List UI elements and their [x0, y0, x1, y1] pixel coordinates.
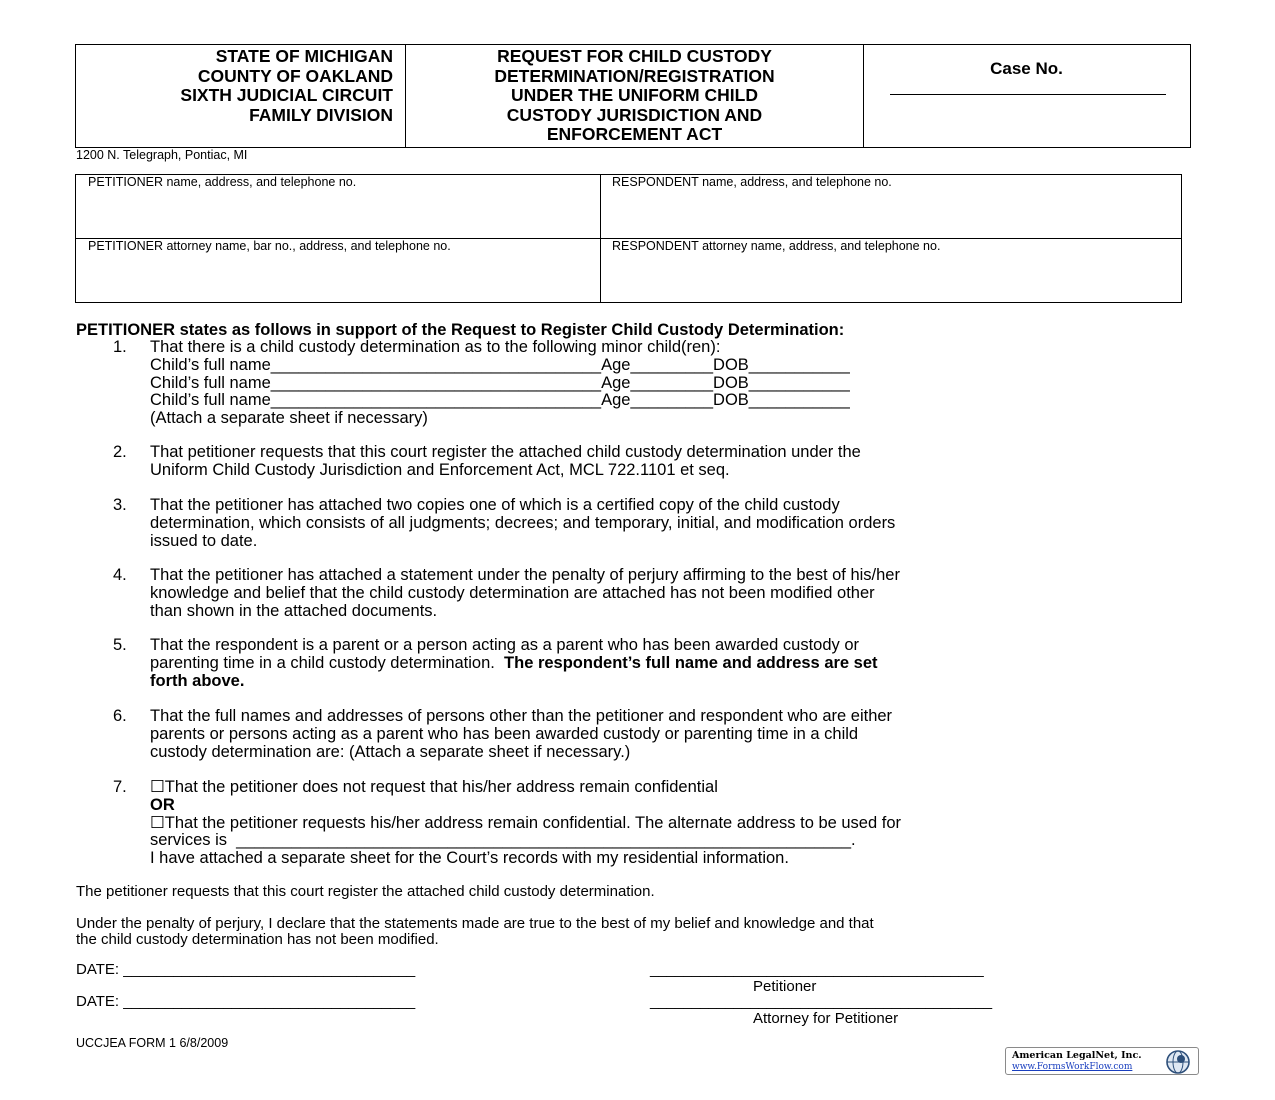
child-row-2[interactable]: Child’s full name____________________________________Age_________DOB___________ [150, 373, 850, 392]
respondent-field[interactable] [601, 175, 1181, 238]
court-state: STATE OF MICHIGAN [215, 46, 393, 66]
child-row-3[interactable]: Child’s full name____________________________________Age_________DOB___________ [150, 391, 850, 410]
title-line: DETERMINATION/REGISTRATION [494, 65, 775, 86]
item-number: 7. [113, 778, 127, 796]
item-5-bold-text: The respondent’s full name and address are set [504, 653, 878, 672]
item-6-line: custody determination are: (Attach a separate sheet if necessary.) [150, 742, 631, 761]
petitioner-signature-field[interactable]: ________________________________________ [650, 961, 984, 978]
item-number: 3. [113, 496, 127, 514]
logo-website-link[interactable]: www.FormsWorkFlow.com [1012, 1062, 1133, 1072]
item-5-bold-text: forth above. [150, 671, 245, 690]
item-7 [150, 779, 901, 868]
option-confidential-label: That the petitioner requests his/her address remain confidential. The alternate address to be used for [164, 813, 902, 832]
intro-statement: PETITIONER states as follows in support of the Request to Register Child Custody Determination: [76, 321, 845, 339]
form-title [406, 45, 864, 147]
case-number-field[interactable] [890, 94, 1166, 95]
petitioner-label: PETITIONER name, address, and telephone no. [88, 175, 357, 189]
item-number: 5. [113, 636, 127, 654]
petitioner-field[interactable] [76, 175, 600, 238]
item-5-line [150, 655, 878, 673]
title-line: ENFORCEMENT ACT [546, 124, 723, 145]
logo-company-name: American LegalNet, Inc. [1012, 1050, 1142, 1061]
item-5-line: That the respondent is a parent or a person acting as a parent who has been awarded custody or [150, 636, 860, 654]
item-number: 2. [113, 443, 127, 461]
item-1-text: That there is a child custody determination as to the following minor child(ren): [150, 338, 721, 356]
perjury-declaration [76, 916, 874, 948]
item-5 [150, 637, 878, 690]
item-number: 1. [113, 338, 127, 356]
header-table [75, 44, 1191, 148]
option-not-confidential [150, 779, 901, 797]
item-2-line: Uniform Child Custody Jurisdiction and Enforcement Act, MCL 722.1101 et seq. [150, 460, 730, 479]
respondent-label: RESPONDENT name, address, and telephone no. [612, 175, 892, 189]
case-number-cell [864, 45, 1189, 147]
court-division: FAMILY DIVISION [249, 104, 393, 125]
petitioner-signature-label: Petitioner [753, 978, 817, 995]
item-4-line: than shown in the attached documents. [150, 601, 438, 620]
date-field-1[interactable]: DATE: ___________________________________ [76, 961, 416, 978]
item-3 [150, 497, 895, 550]
respondent-attorney-field[interactable] [601, 239, 1181, 302]
child-row-1[interactable]: Child’s full name____________________________________Age_________DOB___________ [150, 355, 850, 374]
option-confidential [150, 815, 901, 833]
court-address: 1200 N. Telegraph, Pontiac, MI [76, 148, 248, 162]
item-6-line: parents or persons acting as a parent who has been awarded custody or parenting time in a child [150, 724, 859, 743]
item-4-line: That the petitioner has attached a statement under the penalty of perjury affirming to the best of his/her [150, 566, 900, 584]
title-line: CUSTODY JURISDICTION AND [506, 104, 763, 125]
court-circuit: SIXTH JUDICIAL CIRCUIT [180, 85, 393, 106]
option-not-confidential-label: That the petitioner does not request that his/her address remain confidential [164, 778, 718, 796]
item-3-line: determination, which consists of all judgments; decrees; and temporary, initial, and modification orders [150, 513, 896, 532]
attorney-signature-field[interactable]: _________________________________________ [650, 993, 993, 1010]
records-statement: I have attached a separate sheet for the Court’s records with my residential information. [150, 849, 789, 868]
petitioner-attorney-label: PETITIONER attorney name, bar no., address, and telephone no. [88, 239, 451, 253]
date-field-2[interactable]: DATE: ___________________________________ [76, 993, 416, 1010]
title-line: UNDER THE UNIFORM CHILD [511, 85, 758, 106]
item-5-line [150, 673, 878, 691]
case-number-label: Case No. [990, 59, 1063, 78]
item-5-text: parenting time in a child custody determination. [150, 653, 505, 672]
court-info [76, 45, 406, 147]
respondent-attorney-label: RESPONDENT attorney name, address, and telephone no. [612, 239, 941, 253]
item-6 [150, 708, 892, 761]
item-3-line: issued to date. [150, 531, 258, 550]
parties-table [75, 174, 1182, 303]
item-2 [150, 444, 861, 480]
court-county: COUNTY OF OAKLAND [197, 65, 393, 86]
item-6-line: That the full names and addresses of persons other than the petitioner and respondent who are either [150, 707, 893, 725]
item-1 [150, 339, 850, 428]
petitioner-attorney-field[interactable] [76, 239, 600, 302]
form-id: UCCJEA FORM 1 6/8/2009 [76, 1036, 229, 1050]
perjury-line: Under the penalty of perjury, I declare that the statements made are true to the best of my belief and knowledge and that [76, 915, 874, 932]
item-4 [150, 567, 900, 620]
globe-icon [1164, 1049, 1192, 1075]
item-4-line: knowledge and belief that the child custody determination are attached has not been modified other [150, 583, 875, 602]
title-line: REQUEST FOR CHILD CUSTODY [497, 46, 772, 66]
checkbox-not-confidential[interactable]: ☐ [150, 778, 165, 796]
item-number: 6. [113, 707, 127, 725]
item-2-line: That petitioner requests that this court register the attached child custody determination under the [150, 443, 861, 461]
request-statement: The petitioner requests that this court register the attached child custody determination. [76, 883, 655, 900]
item-number: 4. [113, 566, 127, 584]
attorney-signature-label: Attorney for Petitioner [753, 1010, 899, 1027]
item-1-note: (Attach a separate sheet if necessary) [150, 409, 428, 428]
item-3-line: That the petitioner has attached two copies one of which is a certified copy of the child custody [150, 496, 840, 514]
services-address-field[interactable]: services is ___________________________________________________________________. [150, 831, 856, 850]
legalnet-logo [1005, 1047, 1199, 1075]
checkbox-confidential[interactable]: ☐ [150, 813, 165, 832]
or-label: OR [150, 795, 175, 814]
perjury-line: the child custody determination has not been modified. [76, 931, 439, 948]
